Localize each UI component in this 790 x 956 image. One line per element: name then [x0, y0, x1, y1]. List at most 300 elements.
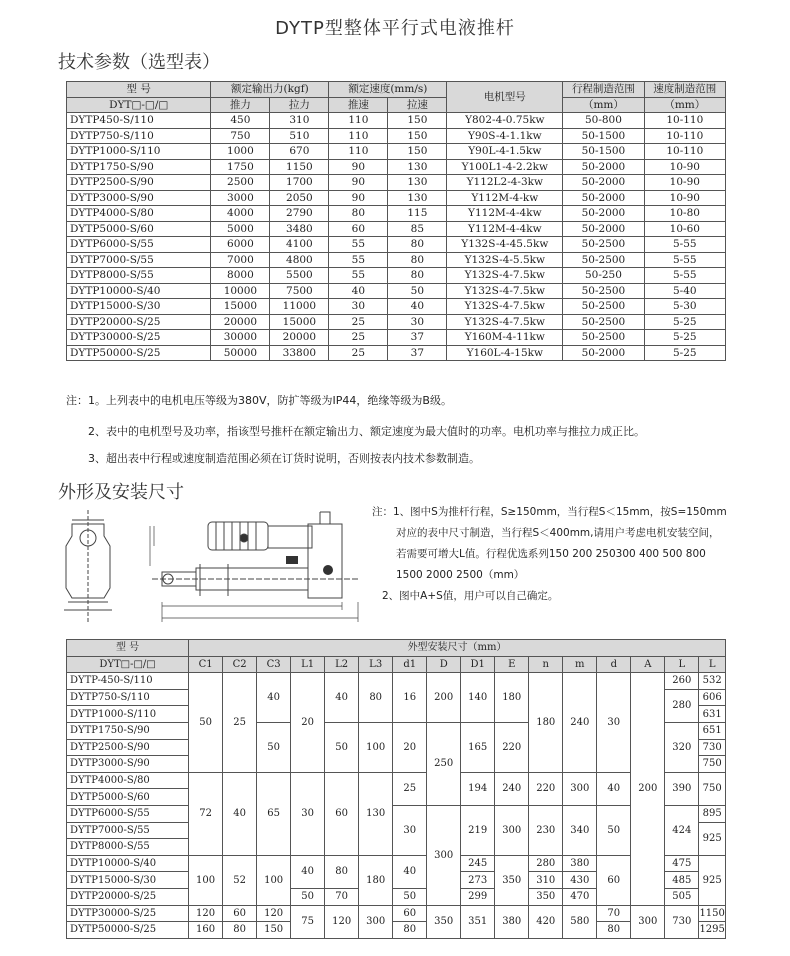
dim-cell: 532 [699, 673, 726, 690]
spec-cell: 115 [388, 206, 447, 222]
dim-cell: 80 [597, 922, 631, 939]
dim-cell: 75 [291, 905, 325, 938]
spec-model-cell: DYTP1750-S/90 [67, 159, 211, 175]
installation-drawing [58, 506, 368, 628]
dim-header-group: 外型安装尺寸（mm） [189, 640, 726, 657]
dim-cell: 580 [563, 905, 597, 938]
spec-table [66, 81, 726, 361]
dim-model: DYTP20000-S/25 [67, 888, 189, 905]
spec-model-cell: DYTP10000-S/40 [67, 283, 211, 299]
spec-cell: 150 [388, 144, 447, 160]
dim-cell: 245 [461, 855, 495, 872]
spec-cell: 8000 [211, 268, 270, 284]
dim-model: DYTP30000-S/25 [67, 905, 189, 922]
dim-model: DYTP750-S/110 [67, 689, 189, 706]
spec-cell: 50-2000 [563, 345, 644, 361]
spec-cell: Y132S-4-5.5kw [447, 252, 563, 268]
spec-row [67, 268, 726, 284]
dim-cell: 340 [563, 805, 597, 855]
dim-cell: 20 [291, 673, 325, 773]
dim-cell: 140 [461, 673, 495, 723]
spec-cell: 7000 [211, 252, 270, 268]
spec-cell: 80 [329, 206, 388, 222]
spec-cell: Y90L-4-1.5kw [447, 144, 563, 160]
dim-cell: 219 [461, 805, 495, 855]
spec-cell: Y112M-4-4kw [447, 206, 563, 222]
spec-cell: 1750 [211, 159, 270, 175]
spec-cell: 5-25 [644, 345, 725, 361]
dim-header-col: D [427, 656, 461, 673]
spec-header-model: 型 号 [67, 82, 211, 98]
dim-cell: 299 [461, 888, 495, 905]
dim-cell: 390 [665, 772, 699, 805]
dim-cell: 52 [223, 855, 257, 905]
spec-cell: 5-25 [644, 314, 725, 330]
dim-cell: 430 [563, 872, 597, 889]
spec-cell: 11000 [270, 299, 329, 315]
spec-row [67, 345, 726, 361]
spec-cell: 4000 [211, 206, 270, 222]
spec-cell: 50-2500 [563, 330, 644, 346]
spec-cell: 55 [329, 252, 388, 268]
note-2: 2、表中的电机型号及功率，指该型号推杆在额定输出力、额定速度为最大值时的功率。电机功率与推拉力成正比。 [88, 425, 645, 438]
dim-cell: 25 [223, 673, 257, 773]
spec-row [67, 237, 726, 253]
spec-cell: 130 [388, 190, 447, 206]
spec-model-cell: DYTP450-S/110 [67, 113, 211, 129]
spec-cell: 25 [329, 314, 388, 330]
spec-cell: 1000 [211, 144, 270, 160]
spec-cell: 10-90 [644, 175, 725, 191]
spec-header-stroke-unit: （mm） [563, 97, 644, 113]
dim-cell: 470 [563, 888, 597, 905]
spec-cell: 25 [329, 330, 388, 346]
spec-cell: 10-60 [644, 221, 725, 237]
dim-cell: 925 [699, 822, 726, 855]
dim-cell: 40 [257, 673, 291, 723]
dim-model: DYTP15000-S/30 [67, 872, 189, 889]
spec-row [67, 144, 726, 160]
spec-header-pull: 拉力 [270, 97, 329, 113]
spec-model-cell: DYTP5000-S/60 [67, 221, 211, 237]
spec-row [67, 330, 726, 346]
spec-cell: 3000 [211, 190, 270, 206]
spec-cell: Y132S-4-7.5kw [447, 268, 563, 284]
spec-cell: 33800 [270, 345, 329, 361]
dim-cell: 320 [665, 722, 699, 772]
dim-cell: 40 [291, 855, 325, 888]
spec-cell: 50-2000 [563, 175, 644, 191]
dim-header-model: 型 号 [67, 640, 189, 657]
spec-cell: Y132S-4-45.5kw [447, 237, 563, 253]
dim-cell: 100 [257, 855, 291, 905]
dim-cell: 150 [257, 922, 291, 939]
dim-cell: 60 [223, 905, 257, 922]
dim-cell: 280 [529, 855, 563, 872]
spec-cell: 15000 [211, 299, 270, 315]
spec-cell: 37 [388, 345, 447, 361]
dimension-table-body [67, 673, 726, 939]
dim-header-col: n [529, 656, 563, 673]
dim-cell: 240 [563, 673, 597, 773]
spec-cell: 510 [270, 128, 329, 144]
dim-cell: 250 [427, 722, 461, 805]
dim-cell: 130 [359, 772, 393, 855]
dim-model: DYTP2500-S/90 [67, 739, 189, 756]
dim-header-col: L3 [359, 656, 393, 673]
spec-cell: 55 [329, 237, 388, 253]
spec-model-cell: DYTP2500-S/90 [67, 175, 211, 191]
dim-cell: 70 [597, 905, 631, 922]
dim-cell: 606 [699, 689, 726, 706]
dim-cell: 50 [257, 722, 291, 772]
spec-cell: 50-2000 [563, 159, 644, 175]
dim-cell: 310 [529, 872, 563, 889]
dim-model: DYTP6000-S/55 [67, 805, 189, 822]
dim-cell: 350 [495, 855, 529, 905]
spec-cell: Y160L-4-15kw [447, 345, 563, 361]
spec-cell: 310 [270, 113, 329, 129]
spec-model-cell: DYTP4000-S/80 [67, 206, 211, 222]
dim-model: DYTP4000-S/80 [67, 772, 189, 789]
page-title: DYTP型整体平行式电液推杆 [275, 18, 515, 39]
spec-cell: 6000 [211, 237, 270, 253]
spec-cell: Y132S-4-7.5kw [447, 299, 563, 315]
dim-cell: 260 [665, 673, 699, 690]
dim-cell: 40 [223, 772, 257, 855]
spec-header-pull-speed: 拉速 [388, 97, 447, 113]
dim-cell: 60 [597, 855, 631, 905]
dim-cell: 180 [495, 673, 529, 723]
spec-cell: 10-80 [644, 206, 725, 222]
spec-cell: 10000 [211, 283, 270, 299]
spec-header-speedrange-unit: （mm） [644, 97, 725, 113]
spec-cell: Y100L1-4-2.2kw [447, 159, 563, 175]
dim-model: DYTP1750-S/90 [67, 722, 189, 739]
dim-header-col: D1 [461, 656, 495, 673]
spec-cell: Y112M-4-kw [447, 190, 563, 206]
dim-model: DYTP5000-S/60 [67, 789, 189, 806]
spec-cell: 50-2500 [563, 299, 644, 315]
dim-cell: 16 [393, 673, 427, 723]
spec-cell: 30 [329, 299, 388, 315]
spec-cell: 40 [388, 299, 447, 315]
spec-cell: Y112L2-4-3kw [447, 175, 563, 191]
spec-cell: 130 [388, 175, 447, 191]
dim-model: DYTP50000-S/25 [67, 922, 189, 939]
spec-cell: 130 [388, 159, 447, 175]
spec-cell: 50-1500 [563, 144, 644, 160]
dim-cell: 50 [393, 888, 427, 905]
spec-cell: 60 [329, 221, 388, 237]
spec-header-push-speed: 推速 [329, 97, 388, 113]
dim-cell: 300 [563, 772, 597, 805]
spec-cell: 50 [388, 283, 447, 299]
dim-note-1c: 若需要可增大L值。行程优选系列150 200 250300 400 500 800 [396, 548, 706, 560]
spec-row [67, 190, 726, 206]
dim-cell: 420 [529, 905, 563, 938]
dim-cell: 80 [223, 922, 257, 939]
dim-header-col: A [631, 656, 665, 673]
dim-cell: 505 [665, 888, 699, 905]
dim-cell: 180 [359, 855, 393, 905]
spec-model-cell: DYTP6000-S/55 [67, 237, 211, 253]
dim-cell: 651 [699, 722, 726, 739]
dim-cell: 273 [461, 872, 495, 889]
spec-header-force: 额定输出力(kgf) [211, 82, 329, 98]
dim-cell: 80 [325, 855, 359, 888]
dim-header-col: L1 [291, 656, 325, 673]
dim-cell: 750 [699, 756, 726, 773]
spec-cell: 50-2000 [563, 190, 644, 206]
dim-cell: 120 [257, 905, 291, 922]
spec-cell: 2500 [211, 175, 270, 191]
spec-row [67, 175, 726, 191]
dim-cell: 30 [291, 772, 325, 855]
spec-header-speedrange: 速度制造范围 [644, 82, 725, 98]
dim-model: DYTP7000-S/55 [67, 822, 189, 839]
spec-header-push: 推力 [211, 97, 270, 113]
dim-cell: 380 [495, 905, 529, 938]
dim-cell: 350 [427, 905, 461, 938]
spec-cell: 110 [329, 144, 388, 160]
spec-cell: 50-2000 [563, 221, 644, 237]
spec-cell: 5-55 [644, 237, 725, 253]
dim-cell: 475 [665, 855, 699, 872]
spec-cell: 4800 [270, 252, 329, 268]
spec-cell: 750 [211, 128, 270, 144]
dim-note-1d: 1500 2000 2500（mm） [396, 569, 525, 581]
spec-cell: 10-110 [644, 113, 725, 129]
dim-cell: 160 [189, 922, 223, 939]
dim-model: DYTP1000-S/110 [67, 706, 189, 723]
dim-cell: 730 [699, 739, 726, 756]
spec-cell: 5-55 [644, 268, 725, 284]
spec-cell: 3480 [270, 221, 329, 237]
dim-model: DYTP3000-S/90 [67, 756, 189, 773]
spec-model-cell: DYTP50000-S/25 [67, 345, 211, 361]
dim-cell: 100 [359, 722, 393, 772]
spec-cell: Y90S-4-1.1kw [447, 128, 563, 144]
spec-cell: Y112M-4-4kw [447, 221, 563, 237]
spec-cell: 20000 [211, 314, 270, 330]
spec-cell: 50-250 [563, 268, 644, 284]
dim-cell: 40 [597, 772, 631, 805]
spec-cell: 50-1500 [563, 128, 644, 144]
spec-cell: 110 [329, 113, 388, 129]
dim-cell: 80 [393, 922, 427, 939]
spec-cell: 5-30 [644, 299, 725, 315]
spec-row [67, 283, 726, 299]
spec-cell: 10-110 [644, 128, 725, 144]
dim-cell: 120 [325, 905, 359, 938]
spec-cell: 40 [329, 283, 388, 299]
dim-cell: 351 [461, 905, 495, 938]
spec-cell: 85 [388, 221, 447, 237]
dim-header-col: L [665, 656, 699, 673]
dim-cell: 65 [257, 772, 291, 855]
spec-model-cell: DYTP3000-S/90 [67, 190, 211, 206]
spec-row [67, 206, 726, 222]
spec-model-cell: DYTP30000-S/25 [67, 330, 211, 346]
dim-cell: 30 [597, 673, 631, 773]
dim-model: DYTP10000-S/40 [67, 855, 189, 872]
dimension-notes [372, 502, 782, 607]
spec-row [67, 128, 726, 144]
spec-cell: 30000 [211, 330, 270, 346]
spec-model-cell: DYTP1000-S/110 [67, 144, 211, 160]
dim-cell: 72 [189, 772, 223, 855]
dim-cell: 80 [359, 673, 393, 723]
dim-note-1: 注：1、图中S为推杆行程，S≥150mm，当行程S＜15mm，按S=150mm [372, 506, 727, 518]
dim-cell: 380 [563, 855, 597, 872]
dim-header-col: C1 [189, 656, 223, 673]
spec-cell: 80 [388, 237, 447, 253]
dim-cell: 40 [393, 855, 427, 888]
spec-header-speed: 额定速度(mm/s) [329, 82, 447, 98]
dim-header-col: m [563, 656, 597, 673]
spec-cell: 4100 [270, 237, 329, 253]
section-heading-tech-params: 技术参数（选型表） [58, 52, 220, 73]
dim-cell: 240 [495, 772, 529, 805]
dim-note-2: 2、图中A+S值，用户可以自己确定。 [382, 590, 559, 602]
spec-cell: 5500 [270, 268, 329, 284]
spec-cell: 2790 [270, 206, 329, 222]
dim-cell: 50 [325, 722, 359, 772]
dim-cell: 300 [495, 805, 529, 855]
spec-cell: Y132S-4-7.5kw [447, 314, 563, 330]
dim-cell: 30 [393, 805, 427, 855]
spec-cell: 50-800 [563, 113, 644, 129]
dim-cell: 180 [529, 673, 563, 773]
spec-cell: 50-2500 [563, 237, 644, 253]
spec-cell: 80 [388, 252, 447, 268]
spec-cell: 37 [388, 330, 447, 346]
spec-cell: 90 [329, 190, 388, 206]
spec-cell: 450 [211, 113, 270, 129]
spec-row [67, 252, 726, 268]
spec-cell: 10-110 [644, 144, 725, 160]
note-1: 注：1。上列表中的电机电压等级为380V，防扩等级为IP44，绝缘等级为B级。 [66, 394, 452, 407]
spec-cell: 5-40 [644, 283, 725, 299]
spec-cell: 10-90 [644, 159, 725, 175]
spec-cell: 50-2000 [563, 206, 644, 222]
dim-cell: 200 [631, 673, 665, 905]
spec-cell: 55 [329, 268, 388, 284]
dim-cell: 300 [427, 805, 461, 905]
spec-cell: 90 [329, 159, 388, 175]
spec-cell: 110 [329, 128, 388, 144]
spec-cell: 7500 [270, 283, 329, 299]
dim-header-col: C3 [257, 656, 291, 673]
dim-cell: 1295 [699, 922, 726, 939]
spec-row [67, 113, 726, 129]
dim-cell: 120 [189, 905, 223, 922]
spec-header-motor: 电机型号 [447, 82, 563, 113]
dim-cell: 230 [529, 805, 563, 855]
dim-note-1b: 对应的表中尺寸制造，当行程S＜400mm,请用户考虑电机安装空间， [396, 527, 720, 539]
spec-model-cell: DYTP750-S/110 [67, 128, 211, 144]
spec-cell: 150 [388, 113, 447, 129]
spec-header-stroke: 行程制造范围 [563, 82, 644, 98]
dim-cell: 194 [461, 772, 495, 805]
dim-cell: 925 [699, 855, 726, 905]
spec-model-cell: DYTP15000-S/30 [67, 299, 211, 315]
dim-cell: 730 [665, 905, 699, 938]
spec-cell: Y132S-4-7.5kw [447, 283, 563, 299]
dim-header-col: d [597, 656, 631, 673]
dim-cell: 60 [325, 772, 359, 855]
dim-cell: 424 [665, 805, 699, 855]
spec-model-cell: DYTP7000-S/55 [67, 252, 211, 268]
spec-cell: 5-25 [644, 330, 725, 346]
section-heading-dimensions: 外形及安装尺寸 [58, 482, 184, 503]
dim-cell: 300 [631, 905, 665, 938]
dim-cell: 220 [495, 722, 529, 772]
dim-cell: 300 [359, 905, 393, 938]
spec-cell: 15000 [270, 314, 329, 330]
spec-cell: 10-90 [644, 190, 725, 206]
dim-header-model-code: DYT□-□/□ [67, 656, 189, 673]
dim-cell: 100 [189, 855, 223, 905]
dim-cell: 70 [325, 888, 359, 905]
spec-table-body [67, 113, 726, 361]
dim-cell: 165 [461, 722, 495, 772]
spec-cell: 1150 [270, 159, 329, 175]
note-3: 3、超出表中行程或速度制造范围必须在订货时说明，否则按表内技术参数制造。 [88, 452, 480, 465]
spec-cell: 50-2500 [563, 283, 644, 299]
spec-cell: 50-2500 [563, 252, 644, 268]
spec-cell: 50000 [211, 345, 270, 361]
spec-cell: 50-2500 [563, 314, 644, 330]
dim-cell: 50 [597, 805, 631, 855]
spec-row [67, 314, 726, 330]
spec-row [67, 159, 726, 175]
dimension-table [66, 639, 726, 939]
spec-cell: 5000 [211, 221, 270, 237]
dim-header-col: L2 [325, 656, 359, 673]
dim-cell: 1150 [699, 905, 726, 922]
spec-cell: 150 [388, 128, 447, 144]
dim-cell: 895 [699, 805, 726, 822]
dim-header-col: d1 [393, 656, 427, 673]
dim-cell: 200 [427, 673, 461, 723]
spec-cell: 5-55 [644, 252, 725, 268]
dim-cell: 350 [529, 888, 563, 905]
dim-header-col: E [495, 656, 529, 673]
dim-cell: 60 [393, 905, 427, 922]
dim-cell: 220 [529, 772, 563, 805]
spec-cell: 30 [388, 314, 447, 330]
dim-cell: 50 [189, 673, 223, 773]
spec-cell: 80 [388, 268, 447, 284]
spec-cell: Y802-4-0.75kw [447, 113, 563, 129]
spec-row [67, 299, 726, 315]
dim-cell: 40 [325, 673, 359, 723]
spec-cell: 670 [270, 144, 329, 160]
spec-header-model-code: DYT□-□/□ [67, 97, 211, 113]
spec-cell: 90 [329, 175, 388, 191]
dim-header-col: L [699, 656, 726, 673]
dim-cell: 280 [665, 689, 699, 722]
spec-row [67, 221, 726, 237]
spec-cell: 25 [329, 345, 388, 361]
dim-cell: 25 [393, 772, 427, 805]
spec-cell: 1700 [270, 175, 329, 191]
spec-cell: 20000 [270, 330, 329, 346]
dim-cell: 20 [393, 722, 427, 772]
spec-cell: Y160M-4-11kw [447, 330, 563, 346]
